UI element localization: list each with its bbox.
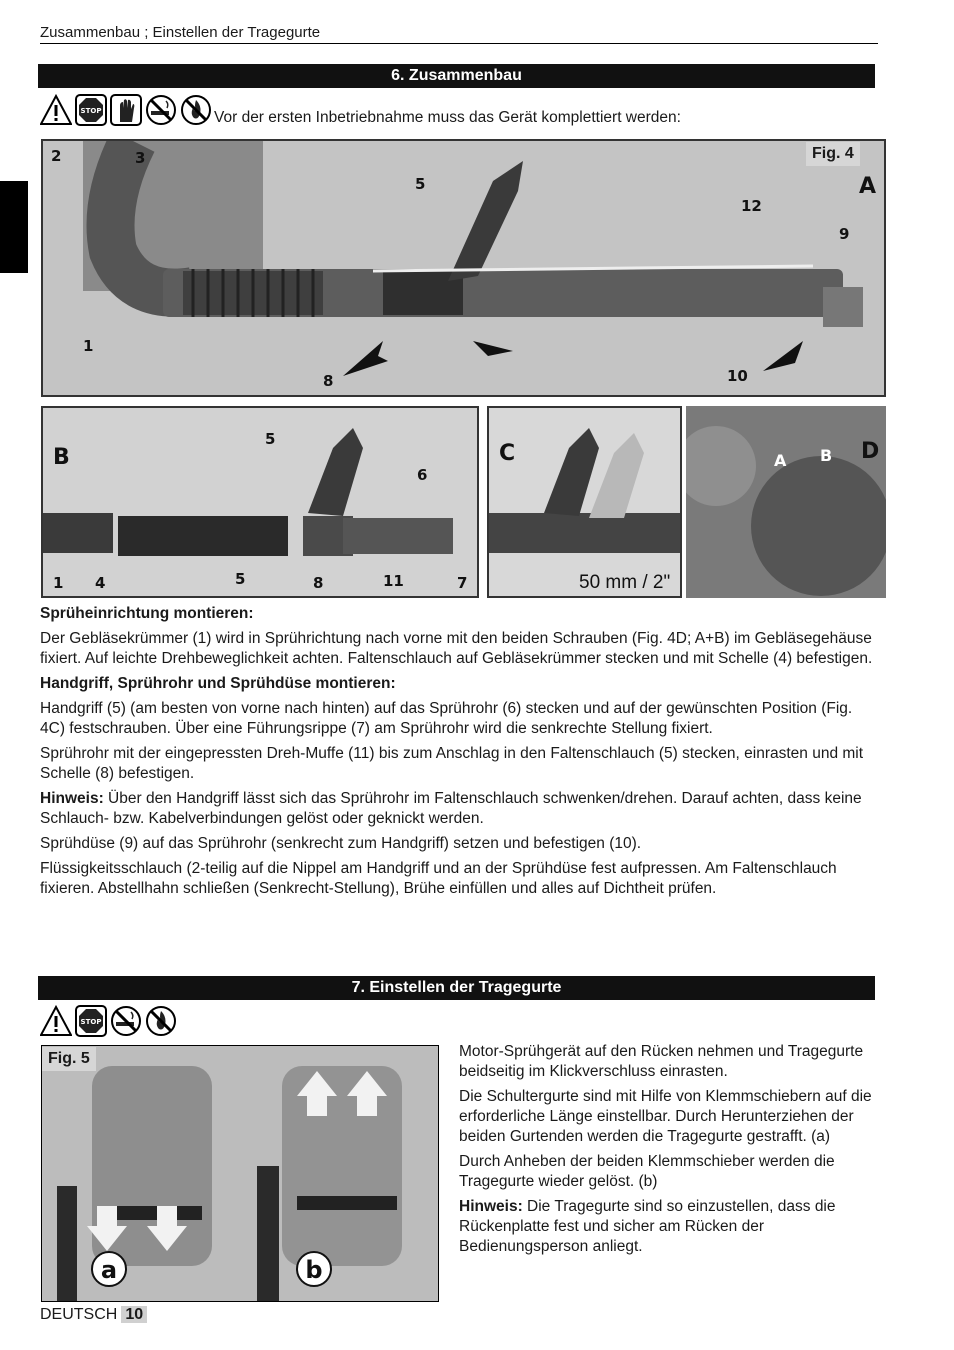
callout-b-6: 6 [417, 466, 428, 484]
callout-3: 3 [135, 149, 146, 167]
measure-label: 50 mm / 2" [579, 572, 671, 593]
paragraph-hint-1 [40, 789, 880, 829]
paragraph-put-on: Motor-Sprühgerät auf den Rücken nehmen und Tragegurte beidseitig im Klickverschluss einrasten. [459, 1043, 864, 1080]
figure-4c [487, 406, 682, 598]
section-7-body [459, 1042, 879, 1262]
label-b: b [305, 1256, 323, 1284]
footer-language: DEUTSCH [40, 1306, 118, 1323]
panel-label-b: B [53, 445, 70, 470]
gloves-icon [110, 94, 142, 126]
subheading-spray-device: Sprüheinrichtung montieren: [40, 605, 254, 622]
fig-5-tag: Fig. 5 [42, 1047, 96, 1071]
paragraph-spray-tube: Sprührohr mit der eingepressten Dreh-Muffe (11) bis zum Anschlag in den Faltenschlauch (5) stecken, einrasten und mit Schelle (8) befestigen. [40, 745, 864, 782]
no-fire-icon [145, 1005, 177, 1037]
callout-b-4: 4 [95, 574, 106, 592]
section-6-title: 6. Zusammenbau [38, 64, 875, 88]
fig-4-tag: Fig. 4 [806, 142, 860, 166]
callout-b-11: 11 [383, 572, 404, 590]
paragraph-spray-device: Der Gebläsekrümmer (1) wird in Sprührichtung nach vorne mit den beiden Schrauben (Fig. 4D; A+B) im Gebläsegehäuse fixiert. Auf leichte Drehbeweglichkeit achten. Faltenschlauch auf Gebläsekrümmer stecken und mit Schelle (4) befestigen. [40, 630, 873, 667]
svg-text:STOP: STOP [80, 107, 102, 115]
chapter-tab [0, 181, 28, 273]
warning-icon [40, 94, 72, 126]
figure-4a [41, 139, 886, 397]
section-6-body [40, 604, 880, 904]
point-b-label: B [820, 446, 833, 465]
paragraph-nozzle: Sprühdüse (9) auf das Sprührohr (senkrecht zum Handgriff) setzen und befestigen (10). [40, 835, 642, 852]
page-number: 10 [121, 1306, 147, 1323]
figure-4b [41, 406, 479, 598]
figure-5 [41, 1045, 439, 1302]
callout-8: 8 [323, 372, 334, 390]
safety-icons-row-1 [40, 94, 212, 126]
callout-b-7: 7 [457, 574, 468, 592]
warning-icon [40, 1005, 72, 1037]
running-head: Zusammenbau ; Einstellen der Tragegurte [40, 23, 878, 44]
callout-5: 5 [415, 175, 426, 193]
callout-b-5: 5 [235, 570, 246, 588]
label-a: a [100, 1256, 118, 1284]
safety-icons-row-2 [40, 1005, 177, 1037]
paragraph-release: Durch Anheben der beiden Klemmschieber werden die Tragegurte wieder gelöst. (b) [459, 1153, 835, 1190]
callout-10: 10 [727, 367, 748, 385]
callout-b-8: 8 [313, 574, 324, 592]
callout-2: 2 [51, 147, 62, 165]
stop-icon [75, 94, 107, 126]
callout-1: 1 [83, 337, 94, 355]
callout-b-5-top: 5 [265, 430, 276, 448]
hint-text-2: Die Tragegurte sind so einzustellen, dass die Rückenplatte fest und sicher am Rücken der Bedienungsperson anliegt. [459, 1198, 836, 1255]
callout-12: 12 [741, 197, 762, 215]
no-fire-icon [180, 94, 212, 126]
panel-label-d: D [861, 439, 880, 464]
callout-9: 9 [839, 225, 850, 243]
paragraph-handle: Handgriff (5) (am besten von vorne nach hinten) auf das Sprührohr (6) stecken und auf der gewünschten Position (Fig. 4C) festschrauben. Über eine Führungsrippe (7) am Sprührohr wird die senkrechte Stellung fixiert. [40, 700, 853, 737]
paragraph-hint-2 [459, 1197, 879, 1257]
hint-label: Hinweis: [40, 790, 104, 807]
stop-icon [75, 1005, 107, 1037]
subheading-handle: Handgriff, Sprührohr und Sprühdüse montieren: [40, 675, 396, 692]
point-a-label: A [774, 451, 787, 470]
paragraph-liquid-hose: Flüssigkeitsschlauch (2-teilig auf die Nippel am Handgriff und an der Sprühdüse fest aufpressen. Am Faltenschlauch fixieren. Abstellhahn schließen (Senkrecht-Stellung), Brühe einfüllen und alles auf Dichtheit prüfen. [40, 860, 837, 897]
hint-label-2: Hinweis: [459, 1198, 523, 1215]
hint-text: Über den Handgriff lässt sich das Sprührohr im Faltenschlauch schwenken/drehen. Darauf achten, dass keine Schlauch- bzw. Kabelverbindungen gelöst oder geknickt werden. [40, 790, 862, 827]
section-7-title: 7. Einstellen der Tragegurte [38, 976, 875, 1000]
panel-label-a: A [859, 174, 877, 199]
footer [40, 1305, 147, 1325]
svg-text:STOP: STOP [80, 1018, 102, 1026]
figure-4d [686, 406, 886, 598]
paragraph-adjust: Die Schultergurte sind mit Hilfe von Klemmschiebern auf die erforderliche Länge einstellbar. Durch Herunterziehen der beiden Gurtenden werden die Tragegurte gestrafft. (a) [459, 1088, 872, 1145]
section-6-intro: Vor der ersten Inbetriebnahme muss das Gerät komplettiert werden: [214, 109, 681, 126]
no-smoking-icon [110, 1005, 142, 1037]
no-smoking-icon [145, 94, 177, 126]
panel-label-c: C [499, 441, 516, 466]
callout-b-1: 1 [53, 574, 64, 592]
